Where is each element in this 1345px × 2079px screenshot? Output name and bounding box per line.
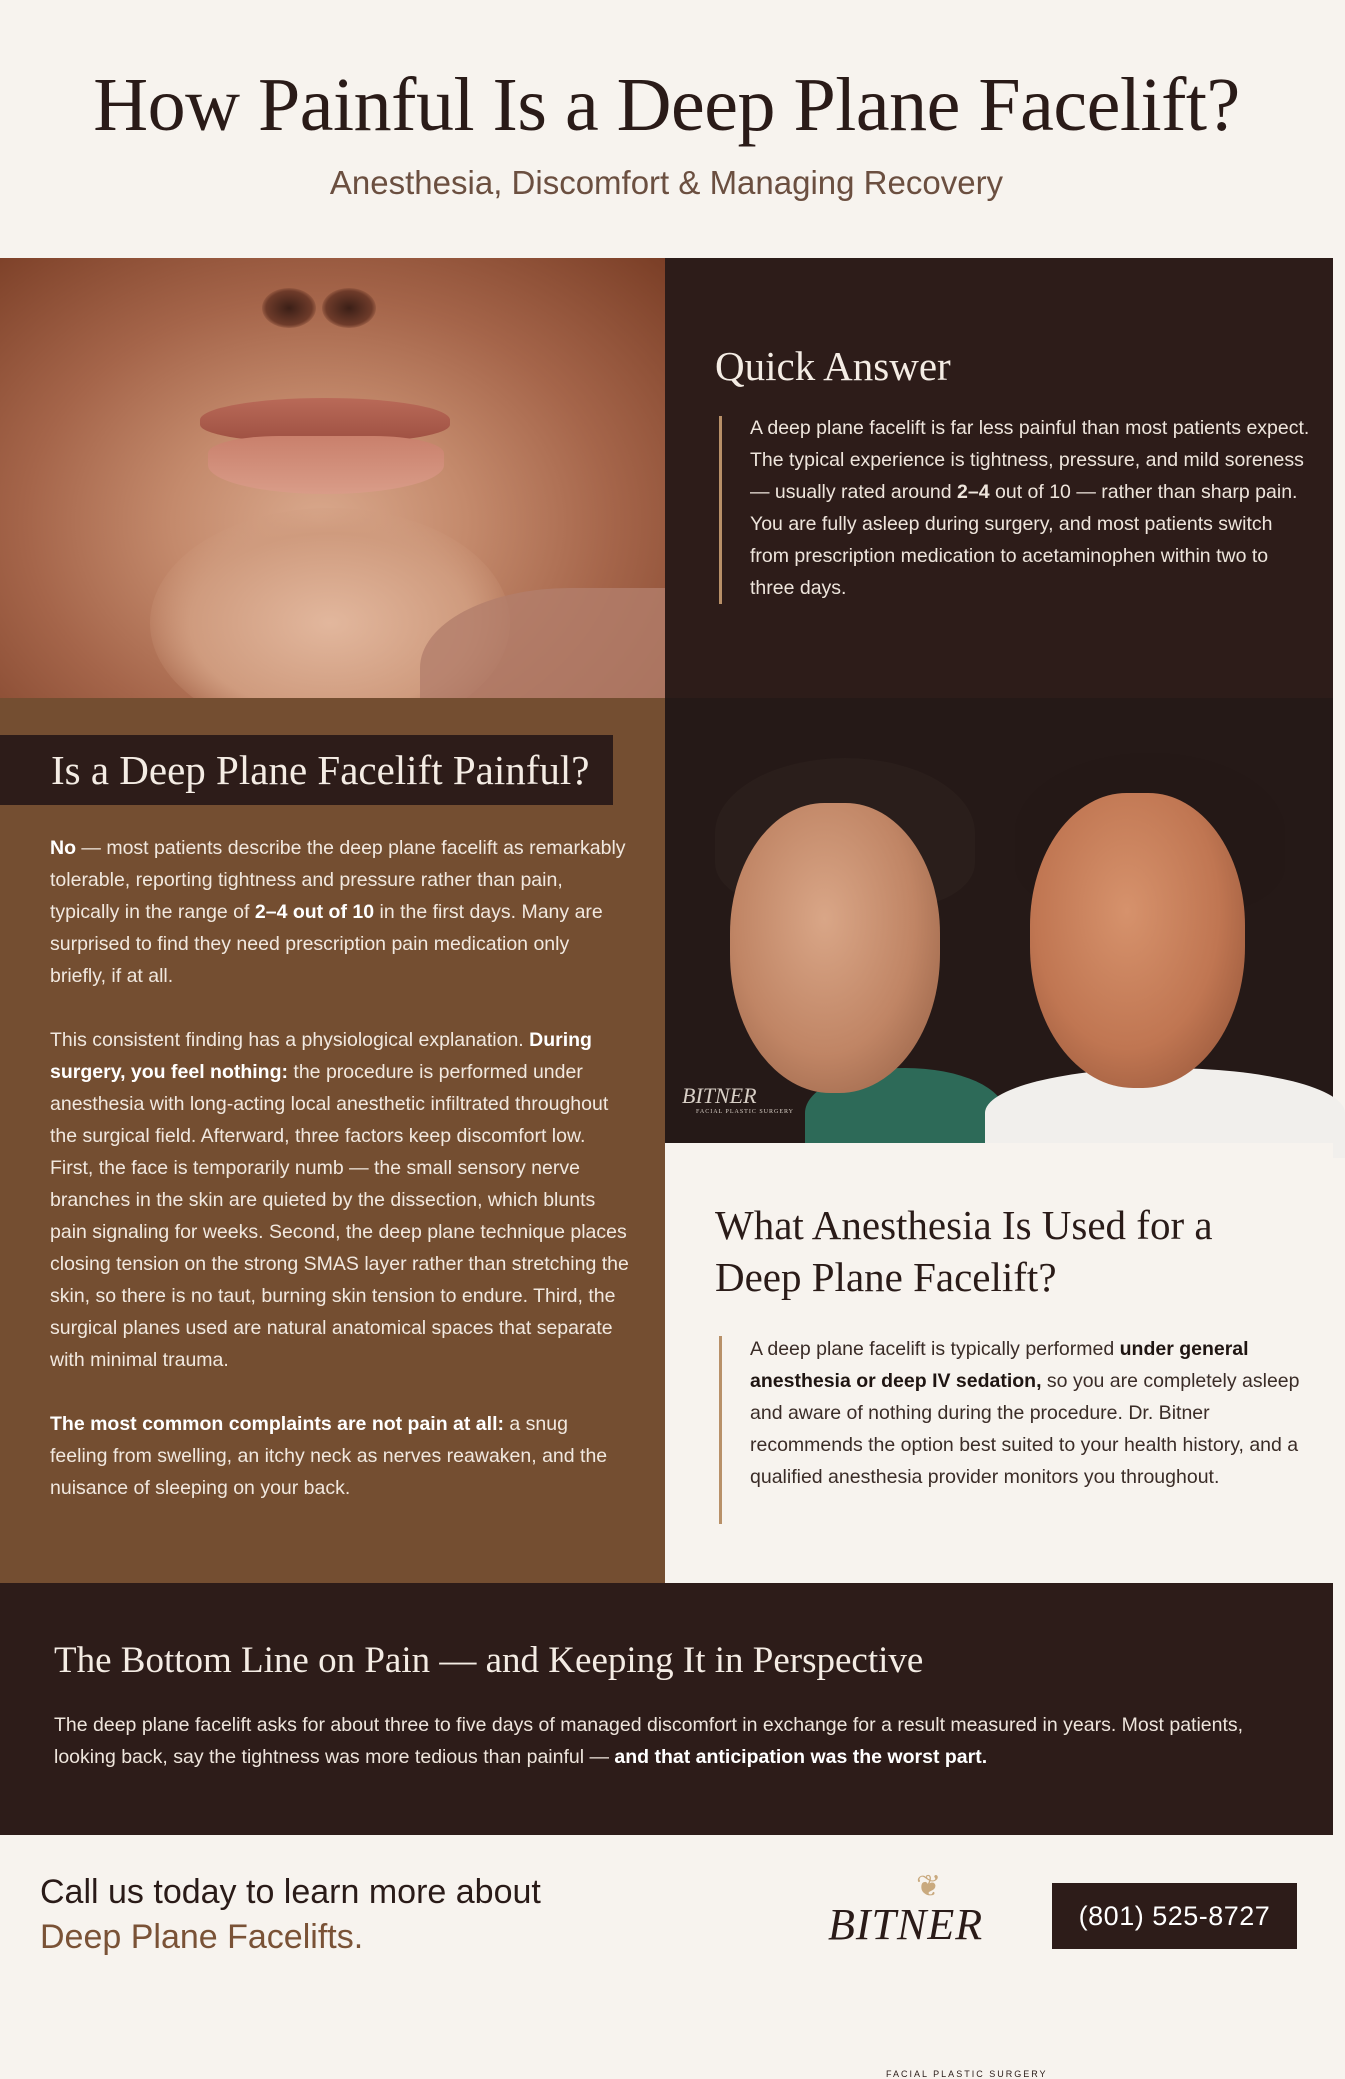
- cta-line-1: Call us today to learn more about: [40, 1873, 541, 1911]
- bottom-line-section: [0, 1583, 1333, 1835]
- before-after-photo: [665, 698, 1333, 1143]
- paragraph: This consistent finding has a physiological explanation. During surgery, you feel nothing: the procedure is performed under anesthesia with long-acting local anesthetic infiltrated throughout the surgical field. Afterward, three factors keep discomfort low. First, the face is temporarily numb — the small sensory nerve branches in the skin are quieted by the dissection, which blunts pain signaling for weeks. Second, the deep plane technique places closing tension on the strong SMAS layer rather than stretching the skin, so there is no taut, burning skin tension to endure. Third, the surgical planes used are natural anatomical spaces that separate with minimal trauma.: [50, 1029, 629, 1371]
- bottom-line-heading: The Bottom Line on Pain — and Keeping It in Perspective: [54, 1640, 924, 1681]
- quick-answer-text: A deep plane facelift is far less painful than most patients expect. The typical experience is tightness, pressure, and mild soreness — usually rated around 2–4 out of 10 — rather than sharp pain. You are fully asleep during surgery, and most patients switch from prescription medication to acetaminophen within two to three days.: [750, 417, 1310, 599]
- page-title: How Painful Is a Deep Plane Facelift?: [93, 63, 1240, 147]
- paragraph: The most common complaints are not pain at all: a snug feeling from swelling, an itchy neck as nerves reawaken, and the nuisance of sleeping on your back.: [50, 1413, 608, 1499]
- bitner-logo[interactable]: [828, 1869, 1048, 2079]
- bottom-line-text: The deep plane facelift asks for about three to five days of managed discomfort in exchange for a result measured in years. Most patients, looking back, say the tightness was more tedious than painful — and that anticipation was the worst part.: [54, 1714, 1244, 1768]
- anesthesia-heading: What Anesthesia Is Used for a Deep Plane Facelift?: [715, 1202, 1213, 1300]
- anesthesia-text: A deep plane facelift is typically performed under general anesthesia or deep IV sedation, so you are completely asleep and aware of nothing during the procedure. Dr. Bitner recommends the option best suited to your health history, and a qualified anesthesia provider monitors you throughout.: [750, 1338, 1300, 1488]
- paragraph: No — most patients describe the deep plane facelift as remarkably tolerable, reporting tightness and pressure rather than pain, typically in the range of 2–4 out of 10 in the first days. Many are surprised to find they need prescription pain medication only briefly, if at all.: [50, 837, 626, 987]
- painful-heading: Is a Deep Plane Facelift Painful?: [51, 747, 590, 793]
- after-face: [1030, 793, 1245, 1088]
- quick-answer-heading: Quick Answer: [715, 343, 951, 389]
- logo-name: BITNER: [828, 1900, 984, 1949]
- painful-body: [50, 832, 630, 1536]
- watermark-logo: BITNER FACIAL PLASTIC SURGERY: [682, 1083, 795, 1115]
- cta-line-2: Deep Plane Facelifts.: [40, 1918, 364, 1956]
- painful-section: [0, 698, 665, 1583]
- page-header: [0, 0, 1333, 258]
- anesthesia-section: [665, 1143, 1333, 1583]
- lotus-icon: ❦: [916, 1870, 942, 1903]
- accent-bar: [719, 1336, 722, 1524]
- quick-answer-panel: [665, 258, 1333, 698]
- phone-button[interactable]: (801) 525-8727: [1052, 1883, 1297, 1949]
- logo-tagline: FACIAL PLASTIC SURGERY: [886, 2069, 1048, 2079]
- lips-close-up-photo: [0, 258, 665, 698]
- accent-bar: [719, 416, 722, 604]
- before-face: [730, 803, 940, 1093]
- page-subtitle: Anesthesia, Discomfort & Managing Recovery: [329, 164, 1004, 201]
